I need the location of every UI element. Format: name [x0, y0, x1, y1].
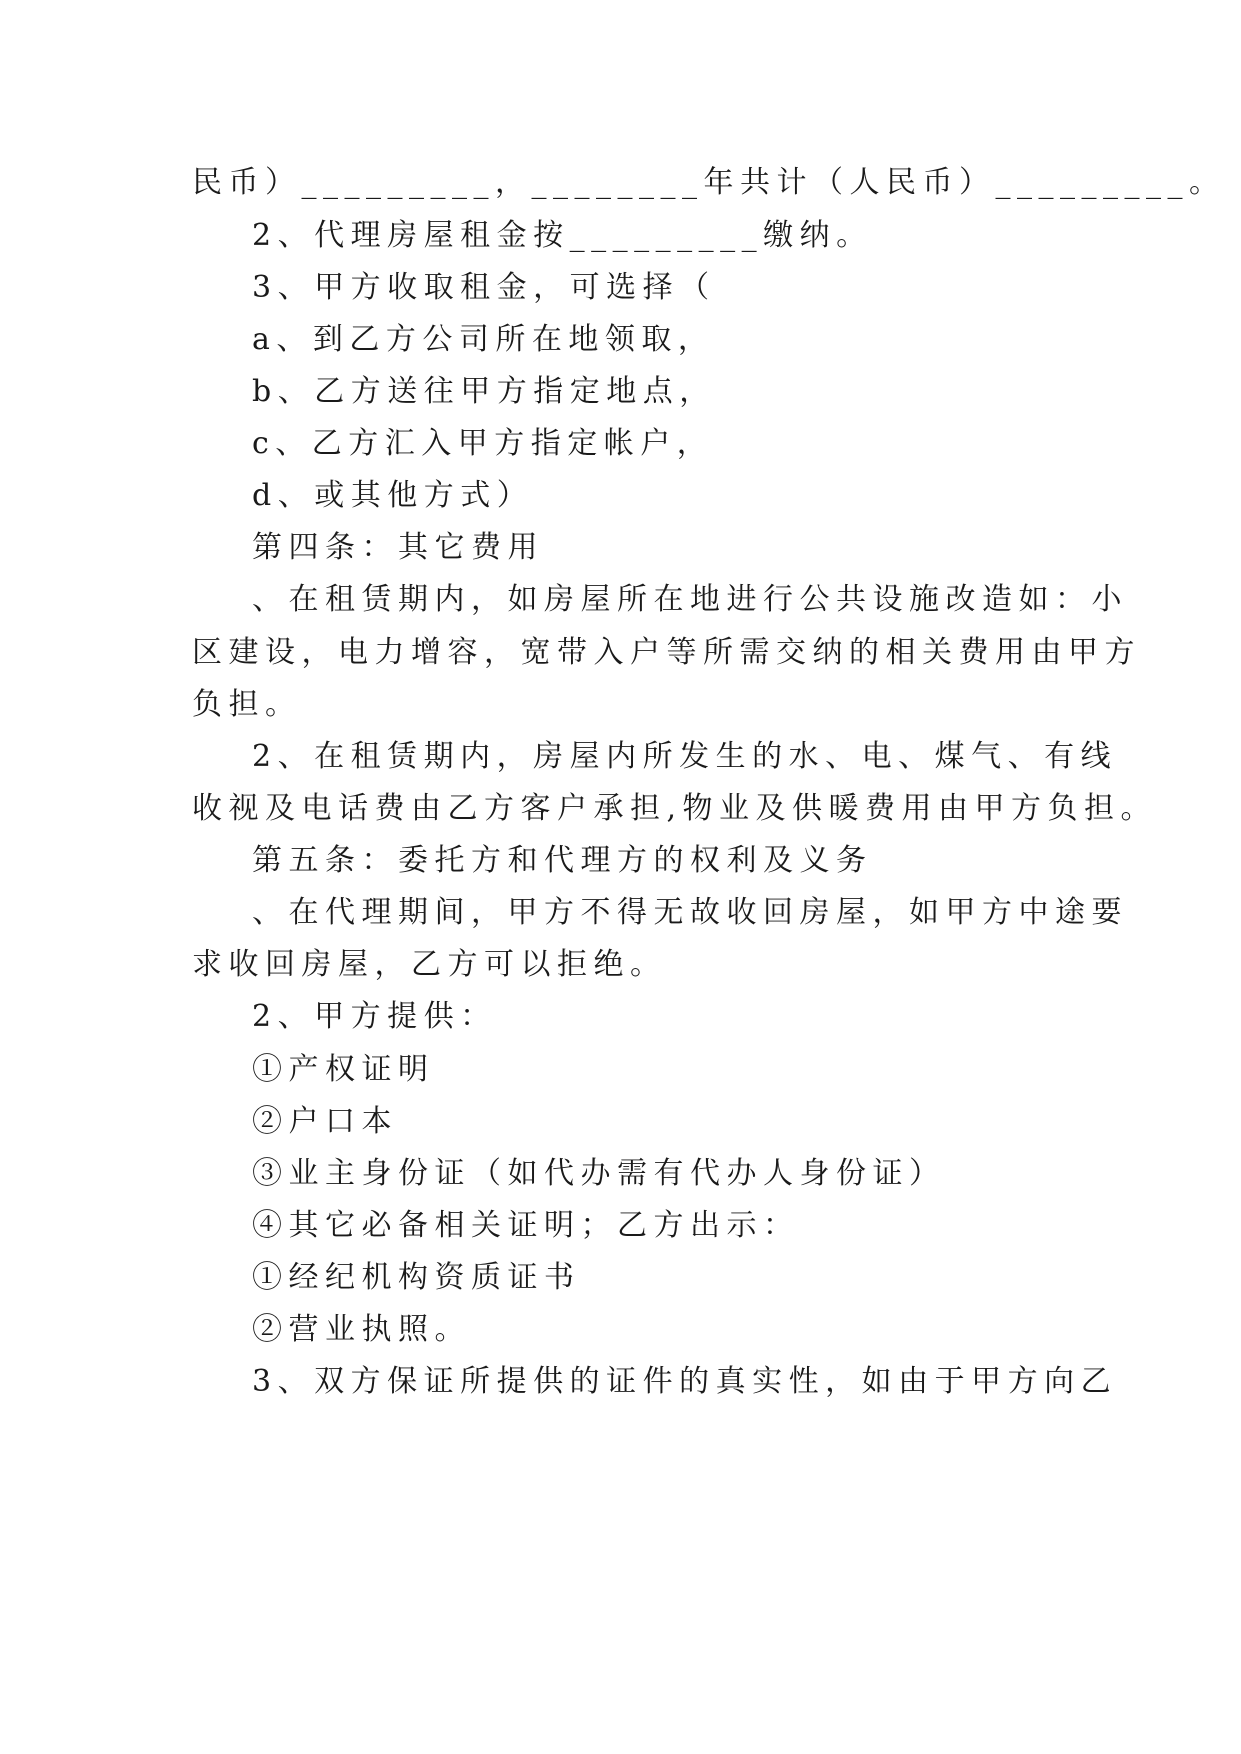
- list-item-2: ②户口本: [252, 1104, 398, 1139]
- text-line-5: b、乙方送往甲方指定地点，: [252, 374, 716, 409]
- text-line-12: 2、在租赁期内，房屋内所发生的水、电、煤气、有线: [252, 739, 1118, 774]
- text-line-1: 民币）_________，________年共计（人民币）_________。: [192, 165, 1226, 200]
- text-line-15: 、在代理期间，甲方不得无故收回房屋，如甲方中途要: [252, 895, 1128, 930]
- text-line-4: a、到乙方公司所在地领取，: [252, 322, 715, 357]
- text-line-16: 求收回房屋，乙方可以拒绝。: [192, 947, 667, 982]
- section-heading-4: 第四条：其它费用: [252, 530, 544, 565]
- text-line-11: 负担。: [192, 687, 302, 722]
- list-item-3: ③业主身份证（如代办需有代办人身份证）: [252, 1156, 946, 1191]
- text-line-9: 、在租赁期内，如房屋所在地进行公共设施改造如：小: [252, 582, 1128, 617]
- text-line-24: 3、双方保证所提供的证件的真实性，如由于甲方向乙: [252, 1364, 1118, 1399]
- text-line-3: 3、甲方收取租金，可选择（: [252, 270, 716, 305]
- list-item-5: ①经纪机构资质证书: [252, 1260, 581, 1295]
- list-item-1: ①产权证明: [252, 1052, 435, 1087]
- list-item-6: ②营业执照。: [252, 1312, 471, 1347]
- text-line-2: 2、代理房屋租金按_________缴纳。: [252, 218, 873, 253]
- text-line-7: d、或其他方式）: [252, 478, 534, 513]
- text-line-13: 收视及电话费由乙方客户承担,物业及供暖费用由甲方负担。: [192, 791, 1158, 826]
- text-line-6: c、乙方汇入甲方指定帐户，: [252, 426, 714, 461]
- text-line-17: 2、甲方提供：: [252, 999, 497, 1034]
- section-heading-5: 第五条：委托方和代理方的权利及义务: [252, 843, 873, 878]
- text-line-10: 区建设，电力增容，宽带入户等所需交纳的相关费用由甲方: [192, 635, 1141, 670]
- list-item-4: ④其它必备相关证明；乙方出示：: [252, 1208, 800, 1243]
